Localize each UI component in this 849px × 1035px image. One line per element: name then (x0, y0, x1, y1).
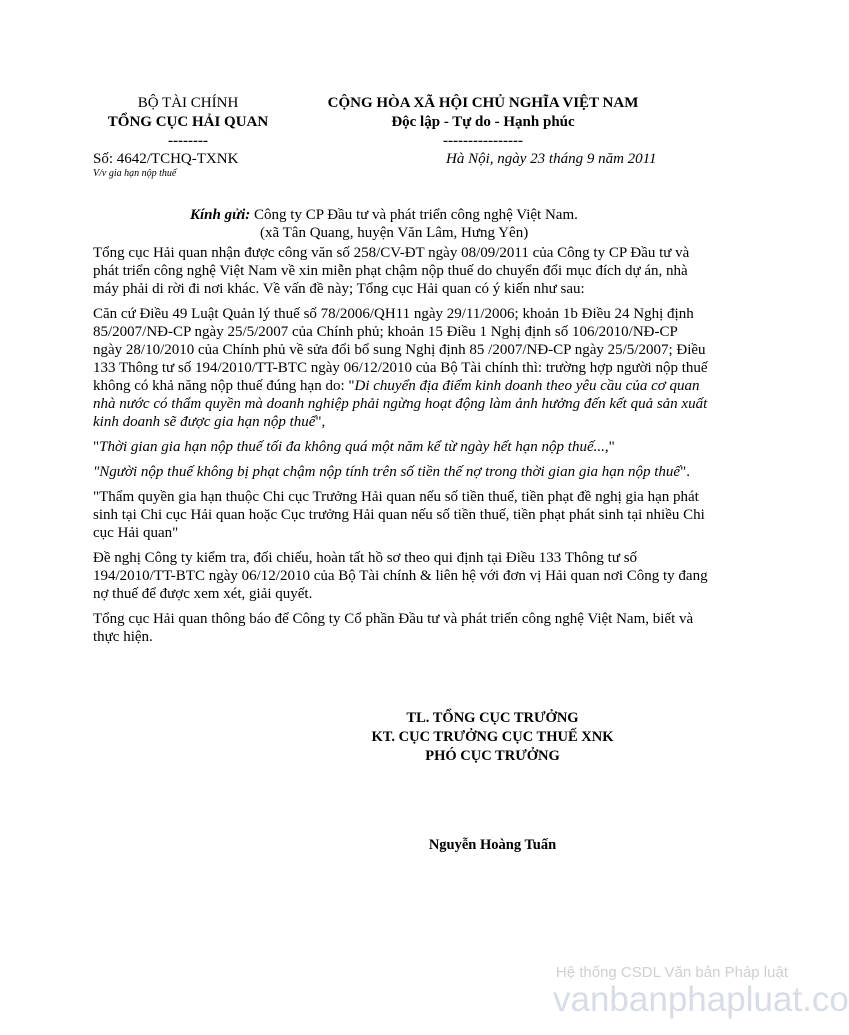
document-number: Số: 4642/TCHQ-TXNK (93, 151, 239, 167)
recipient-label: Kính gửi: (190, 207, 251, 223)
letter-body (93, 244, 710, 653)
motto: Độc lập - Tự do - Hạnh phúc (391, 114, 575, 130)
legal-basis-end: ", (315, 414, 326, 430)
signature-line-1: TL. TỔNG CỤC TRƯỞNG (406, 710, 579, 726)
paragraph-no-penalty (93, 463, 710, 481)
quote-close: " (608, 439, 615, 455)
country-name: CỘNG HÒA XÃ HỘI CHỦ NGHĨA VIỆT NAM (327, 95, 639, 111)
recipient-block (190, 206, 620, 242)
watermark-caption: Hệ thống CSDL Văn bản Pháp luật (555, 964, 788, 981)
paragraph-closing: Tổng cục Hải quan thông báo để Công ty Cổ phần Đầu tư và phát triển công nghệ Việt Nam, biết và thực hiện. (93, 611, 694, 645)
motto-rule: ---------------- (443, 133, 523, 149)
place-date: Hà Nội, ngày 23 tháng 9 năm 2011 (446, 151, 657, 167)
issuing-agency-block (88, 94, 288, 151)
paragraph-extension-period (93, 438, 710, 456)
signer-name: Nguyễn Hoàng Tuấn (428, 837, 557, 853)
no-penalty-end: ". (680, 464, 690, 480)
recipient-name: Công ty CP Đầu tư và phát triển công nghệ Việt Nam. (254, 207, 578, 223)
watermark-site: vanbanphapluat.co (553, 980, 849, 1019)
agency-name: TỔNG CỤC HẢI QUAN (107, 114, 269, 130)
recipient-address: (xã Tân Quang, huyện Văn Lâm, Hưng Yên) (260, 225, 529, 241)
document-subject: V/v gia hạn nộp thuế (93, 168, 177, 179)
agency-rule: -------- (168, 133, 208, 149)
quote-open: " (93, 439, 100, 455)
signature-line-2: KT. CỤC TRƯỞNG CỤC THUẾ XNK (371, 729, 614, 745)
legal-basis-text: Căn cứ Điều 49 Luật Quản lý thuế số 78/2006/QH11 ngày 29/11/2006; khoản 1b Điều 24 Nghị định 85/2007/NĐ-CP ngày 25/5/2007 của Chính phủ; khoản 15 Điều 1 Nghị định số 106/2010/NĐ-CP ngày 28/10/2010 của Chính phủ về sửa đổi bổ sung Nghị định 85 /2007/NĐ-CP ngày 25/5/2007; Điều 133 Thông tư số 194/2010/TT-BTC ngày 06/12/2010 của Bộ Tài chính thì: trường hợp người nộp thuế không có khả năng nộp thuế đúng hạn do: " (93, 306, 708, 394)
legal-basis-quote: Di chuyển địa điểm kinh doanh theo yêu cầu của cơ quan nhà nước có thẩm quyền mà doanh nghiệp phải ngừng hoạt động làm ảnh hưởng đến kết quả sản xuất kinh doanh sẽ được gia hạn nộp thuế (93, 378, 708, 430)
paragraph-request: Đề nghị Công ty kiểm tra, đối chiếu, hoàn tất hồ sơ theo qui định tại Điều 133 Thông tư số 194/2010/TT-BTC ngày 06/12/2010 của Bộ Tài chính & liên hệ với đơn vị Hải quan nơi Công ty đang nợ thuế để được xem xét, giải quyết. (93, 550, 708, 602)
extension-period-quote: Thời gian gia hạn nộp thuế tối đa không quá một năm kể từ ngày hết hạn nộp thuế..., (99, 439, 609, 455)
ministry-name: BỘ TÀI CHÍNH (137, 95, 239, 111)
paragraph-intro: Tổng cục Hải quan nhận được công văn số 258/CV-ĐT ngày 08/09/2011 của Công ty CP Đầu tư và phát triển công nghệ Việt Nam về xin miễn phạt chậm nộp thuế do chuyển đổi mục đích dự án, nhà máy phải di rời đi nơi khác. Về vấn đề này; Tổng cục Hải quan có ý kiến như sau: (93, 245, 690, 297)
paragraph-legal-basis (93, 305, 710, 431)
no-penalty-quote: "Người nộp thuế không bị phạt chậm nộp tính trên số tiền thế nợ trong thời gian gia hạn nộp thuế (93, 464, 681, 480)
signature-line-3: PHÓ CỤC TRƯỞNG (425, 748, 560, 764)
paragraph-authority: "Thẩm quyền gia hạn thuộc Chi cục Trưởng Hải quan nếu số tiền thuế, tiền phạt đề nghị gia hạn phát sinh tại Chi cục Hải quan hoặc Cục trưởng Hải quan nếu số tiền thuế, tiền phạt phát sinh tại nhiều Chi cục Hải quan" (93, 489, 705, 541)
signature-block (355, 709, 630, 766)
national-title-block (300, 94, 666, 151)
